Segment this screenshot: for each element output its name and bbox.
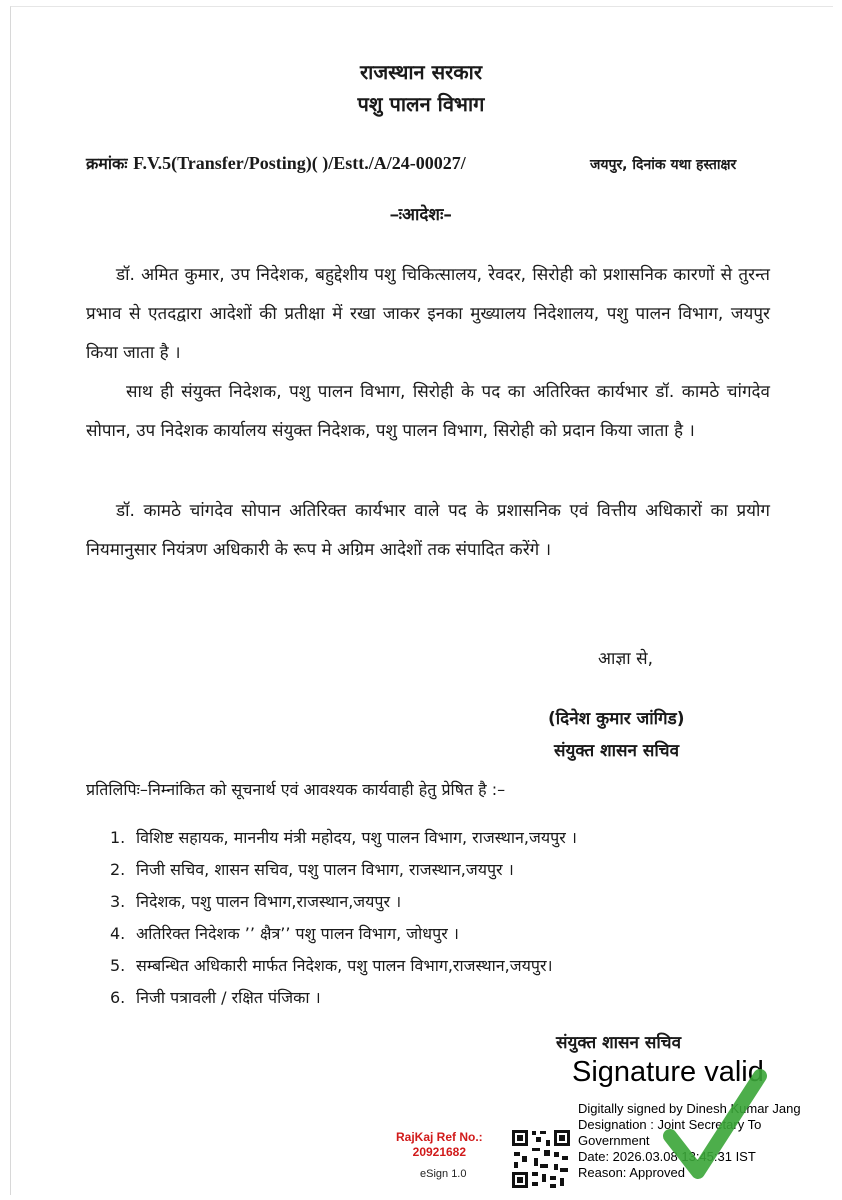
list-item: 3. निदेशक, पशु पालन विभाग,राजस्थान,जयपुर । <box>110 892 402 911</box>
copy-to-heading: प्रतिलिपिः–निम्नांकित को सूचनार्थ एवं आवश्यक कार्यवाही हेतु प्रेषित है :– <box>86 780 506 799</box>
rajkaj-label: RajKaj Ref No.: <box>396 1130 483 1144</box>
footer-designation: संयुक्त शासन सचिव <box>556 1033 682 1053</box>
esign-version: eSign 1.0 <box>420 1168 467 1180</box>
signature-status: Signature valid <box>572 1056 764 1088</box>
list-item: 5. सम्बन्धित अधिकारी मार्फत निदेशक, पशु पालन विभाग,राजस्थान,जयपुर। <box>110 956 553 975</box>
order-paragraph-3: डॉ. कामठे चांगदेव सोपान अतिरिक्त कार्यभार वाले पद के प्रशासनिक एवं वित्तीय अधिकारों का प्रयोग नियमानुसार नियंत्रण अधिकारी के रूप मे अग्रिम आदेशों तक संपादित करेंगे । <box>86 501 770 560</box>
order-title: –ःआदेशः– <box>390 205 452 225</box>
list-item: 2. निजी सचिव, शासन सचिव, पशु पालन विभाग, राजस्थान,जयपुर । <box>110 860 514 879</box>
signer-designation: संयुक्त शासन सचिव <box>554 741 680 761</box>
signature-line: Date: 2026.03.08 13:45:31 IST <box>578 1149 756 1164</box>
rajkaj-stamp <box>396 1130 483 1160</box>
signature-line: Reason: Approved <box>578 1165 685 1180</box>
list-item: 1. विशिष्ट सहायक, माननीय मंत्री महोदय, पशु पालन विभाग, राजस्थान,जयपुर । <box>110 828 577 847</box>
order-paragraph-2: साथ ही संयुक्त निदेशक, पशु पालन विभाग, सिरोही के पद का अतिरिक्त कार्यभार डॉ. कामठे चांगदेव सोपान, उप निदेशक कार्यालय संयुक्त निदेशक, पशु पालन विभाग, सिरोही को प्रदान किया जाता है । <box>86 382 770 441</box>
rajkaj-number: 20921682 <box>412 1145 467 1159</box>
signature-line: Digitally signed by Dinesh Kumar Jang <box>578 1101 801 1116</box>
list-item: 6. निजी पत्रावली / रक्षित पंजिका । <box>110 988 321 1007</box>
page-border <box>10 6 833 1195</box>
signer-name: (दिनेश कुमार जांगिड) <box>548 709 685 729</box>
signature-line: Designation : Joint Secretary To <box>578 1117 762 1132</box>
list-item: 4. अतिरिक्त निदेशक ’’ क्षैत्र’’ पशु पालन विभाग, जोधपुर । <box>110 924 459 943</box>
government-title: राजस्थान सरकार <box>359 60 483 84</box>
order-paragraph-1: डॉ. अमित कुमार, उप निदेशक, बहुद्देशीय पशु चिकित्सालय, रेवदर, सिरोही को प्रशासनिक कारणों से तुरन्त प्रभाव से एतदद्वारा आदेशों की प्रतीक्षा में रखा जाकर इनका मुख्यालय निदेशालय, पशु पालन विभाग, जयपुर किया जाता है । <box>86 265 770 363</box>
place-date: जयपुर, दिनांक यथा हस्ताक्षर <box>590 157 737 173</box>
checkmark-icon <box>660 1068 770 1188</box>
reference-number <box>86 152 466 174</box>
copy-to-list <box>110 822 577 1014</box>
signature-line: Government <box>578 1133 650 1148</box>
reference-code: F.V.5(Transfer/Posting)( )/Estt./A/24-00027/ <box>133 153 466 173</box>
department-title: पशु पालन विभाग <box>357 92 485 116</box>
by-order-text: आज्ञा से, <box>598 649 653 669</box>
reference-label: क्रमांकः <box>86 154 128 173</box>
qr-code-icon <box>510 1128 572 1190</box>
